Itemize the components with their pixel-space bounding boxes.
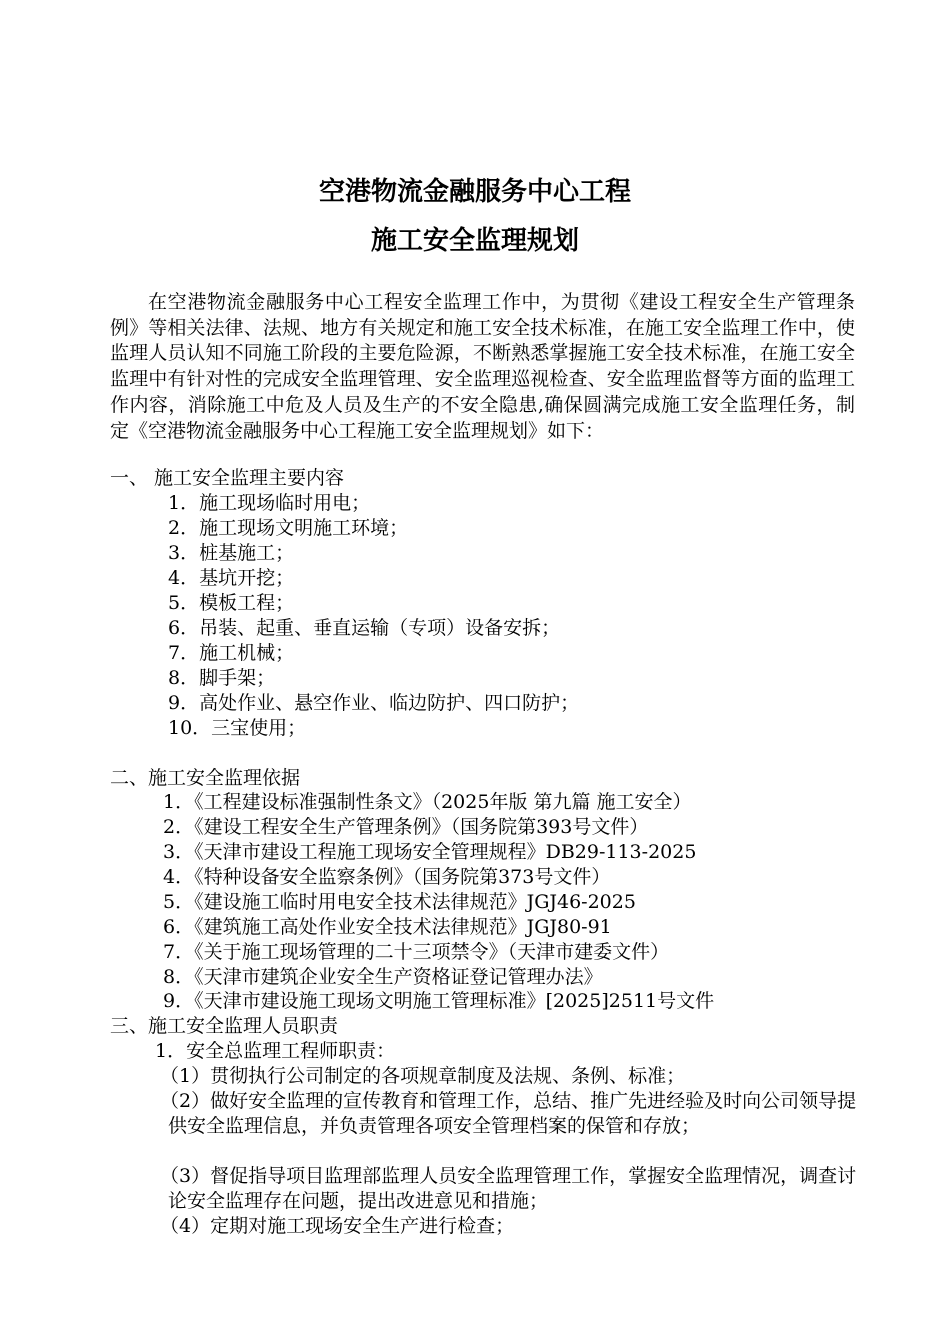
- list-item: 6．吊装、起重、垂直运输（专项）设备安拆；: [168, 617, 561, 639]
- list-item: 1．《工程建设标准强制性条文》（2025年版 第九篇 施工安全）: [163, 791, 692, 813]
- document-subtitle: 施工安全监理规划: [370, 226, 579, 256]
- section-heading-contents: 一、 施工安全监理主要内容: [110, 467, 345, 489]
- list-item: 5．《建设施工临时用电安全技术法律规范》JGJ46-2025: [163, 891, 636, 913]
- list-item: 2．《建设工程安全生产管理条例》（国务院第393号文件）: [163, 816, 649, 838]
- list-item: 7．《关于施工现场管理的二十三项禁令》（天津市建委文件）: [163, 941, 670, 963]
- list-item: （3）督促指导项目监理部监理人员安全监理管理工作，掌握安全监理情况，调查讨论安全监理存在问题，提出改进意见和措施；: [160, 1165, 857, 1212]
- list-item: 3．桩基施工；: [168, 542, 295, 564]
- list-item: 7．施工机械；: [168, 642, 295, 664]
- list-item: 10．三宝使用；: [168, 717, 307, 739]
- list-item: 1．施工现场临时用电；: [168, 492, 371, 514]
- section-heading-basis: 二、施工安全监理依据: [110, 767, 301, 789]
- list-item: 8．脚手架；: [168, 667, 276, 689]
- list-item: 6．《建筑施工高处作业安全技术法律规范》JGJ80-91: [163, 916, 612, 938]
- list-item: （4）定期对施工现场安全生产进行检查；: [160, 1215, 515, 1237]
- section-heading-duties: 三、施工安全监理人员职责: [110, 1015, 339, 1037]
- sub-heading: 1．安全总监理工程师职责：: [155, 1040, 396, 1062]
- list-item: 4．基坑开挖；: [168, 567, 295, 589]
- list-item: 2．施工现场文明施工环境；: [168, 517, 409, 539]
- list-item: 8．《天津市建筑企业安全生产资格证登记管理办法》: [163, 966, 603, 988]
- list-item: 3．《天津市建设工程施工现场安全管理规程》DB29-113-2025: [163, 841, 697, 863]
- list-item: （2）做好安全监理的宣传教育和管理工作，总结、推广先进经验及时向公司领导提供安全监理信息，并负责管理各项安全管理档案的保管和存放；: [160, 1090, 857, 1137]
- list-item: 9．《天津市建设施工现场文明施工管理标准》[2025]2511号文件: [163, 990, 715, 1012]
- list-item: 5．模板工程；: [168, 592, 295, 614]
- intro-paragraph: 在空港物流金融服务中心工程安全监理工作中，为贯彻《建设工程安全生产管理条例》等相关法律、法规、地方有关规定和施工安全技术标准，在施工安全监理工作中，使监理人员认知不同施工阶段的主要危险源，不断熟悉掌握施工安全技术标准，在施工安全监理中有针对性的完成安全监理管理、安全监理巡视检查、安全监理监督等方面的监理工作内容，消除施工中危及人员及生产的不安全隐患,确保圆满完成施工安全监理任务，制定《空港物流金融服务中心工程施工安全监理规划》如下：: [110, 291, 855, 442]
- list-item: 4．《特种设备安全监察条例》（国务院第373号文件）: [163, 866, 611, 888]
- list-item: （1）贯彻执行公司制定的各项规章制度及法规、条例、标准；: [160, 1065, 686, 1087]
- list-item: 9．高处作业、悬空作业、临边防护、四口防护；: [168, 692, 580, 714]
- document-title: 空港物流金融服务中心工程: [318, 177, 631, 207]
